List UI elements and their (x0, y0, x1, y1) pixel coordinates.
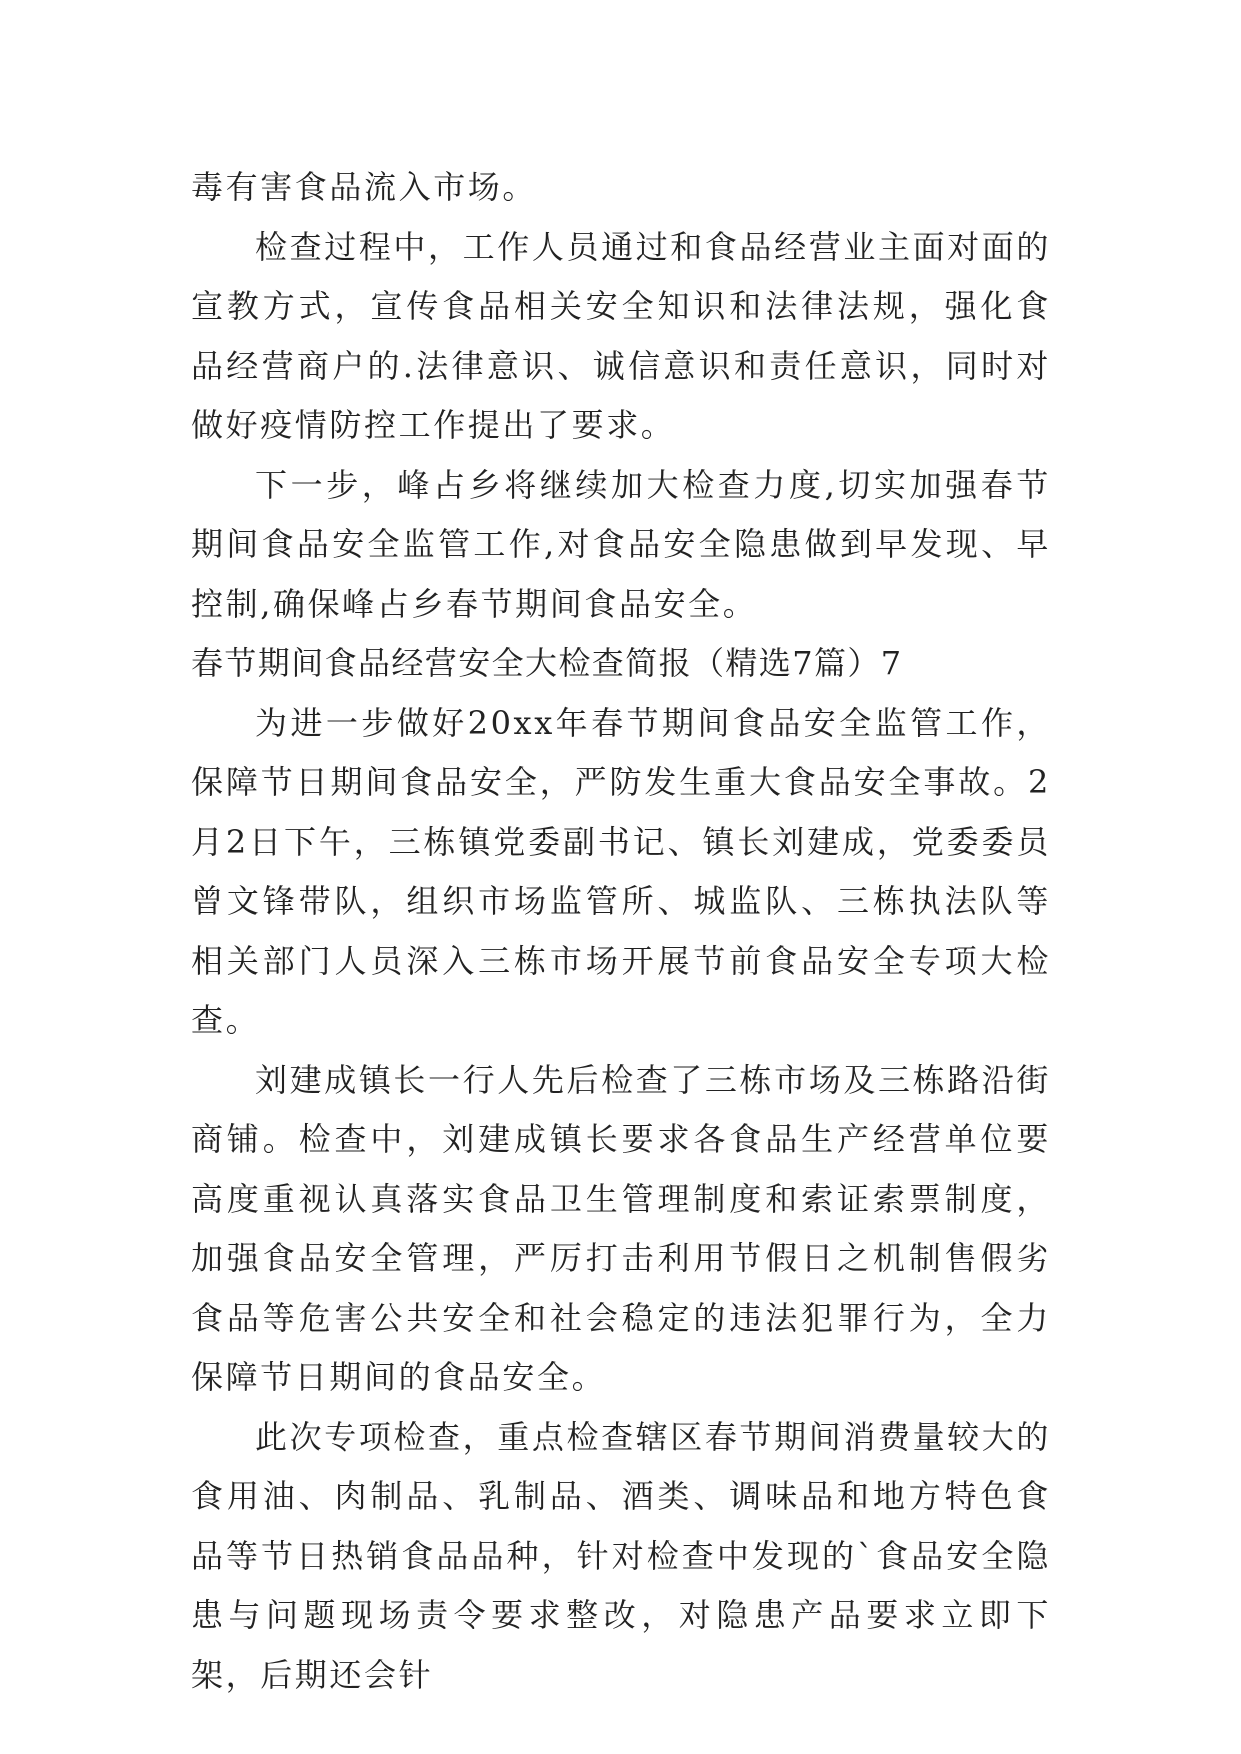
paragraph-next-step: 下一步，峰占乡将继续加大检查力度,切实加强春节期间食品安全监管工作,对食品安全隐患做到早发现、早控制,确保峰占乡春节期间食品安全。 (191, 465, 1051, 623)
paragraph-special-inspection: 此次专项检查，重点检查辖区春节期间消费量较大的食用油、肉制品、乳制品、酒类、调味品和地方特色食品等节日热销食品品种，针对检查中发现的`食品安全隐患与问题现场责令要求整改，对隐患产品要求立即下架，后期还会针 (191, 1417, 1051, 1694)
section-heading: 春节期间食品经营安全大检查简报（精选7篇）7 (191, 644, 903, 682)
paragraph-inspection-process: 检查过程中，工作人员通过和食品经营业主面对面的宣教方式，宣传食品相关安全知识和法律法规，强化食品经营商户的.法律意识、诚信意识和责任意识，同时对做好疫情防控工作提出了要求。 (191, 227, 1051, 444)
paragraph-mayor-inspection: 刘建成镇长一行人先后检查了三栋市场及三栋路沿街商铺。检查中，刘建成镇长要求各食品生产经营单位要高度重视认真落实食品卫生管理制度和索证索票制度，加强食品安全管理，严厉打击利用节假日之机制售假劣食品等危害公共安全和社会稳定的违法犯罪行为，全力保障节日期间的食品安全。 (191, 1060, 1051, 1396)
paragraph-intro: 为进一步做好20xx年春节期间食品安全监管工作，保障节日期间食品安全，严防发生重大食品安全事故。2月2日下午，三栋镇党委副书记、镇长刘建成，党委委员曾文锋带队，组织市场监管所、城监队、三栋执法队等相关部门人员深入三栋市场开展节前食品安全专项大检查。 (191, 703, 1051, 1039)
document-body (191, 158, 1051, 1705)
paragraph-continued: 毒有害食品流入市场。 (191, 168, 538, 206)
